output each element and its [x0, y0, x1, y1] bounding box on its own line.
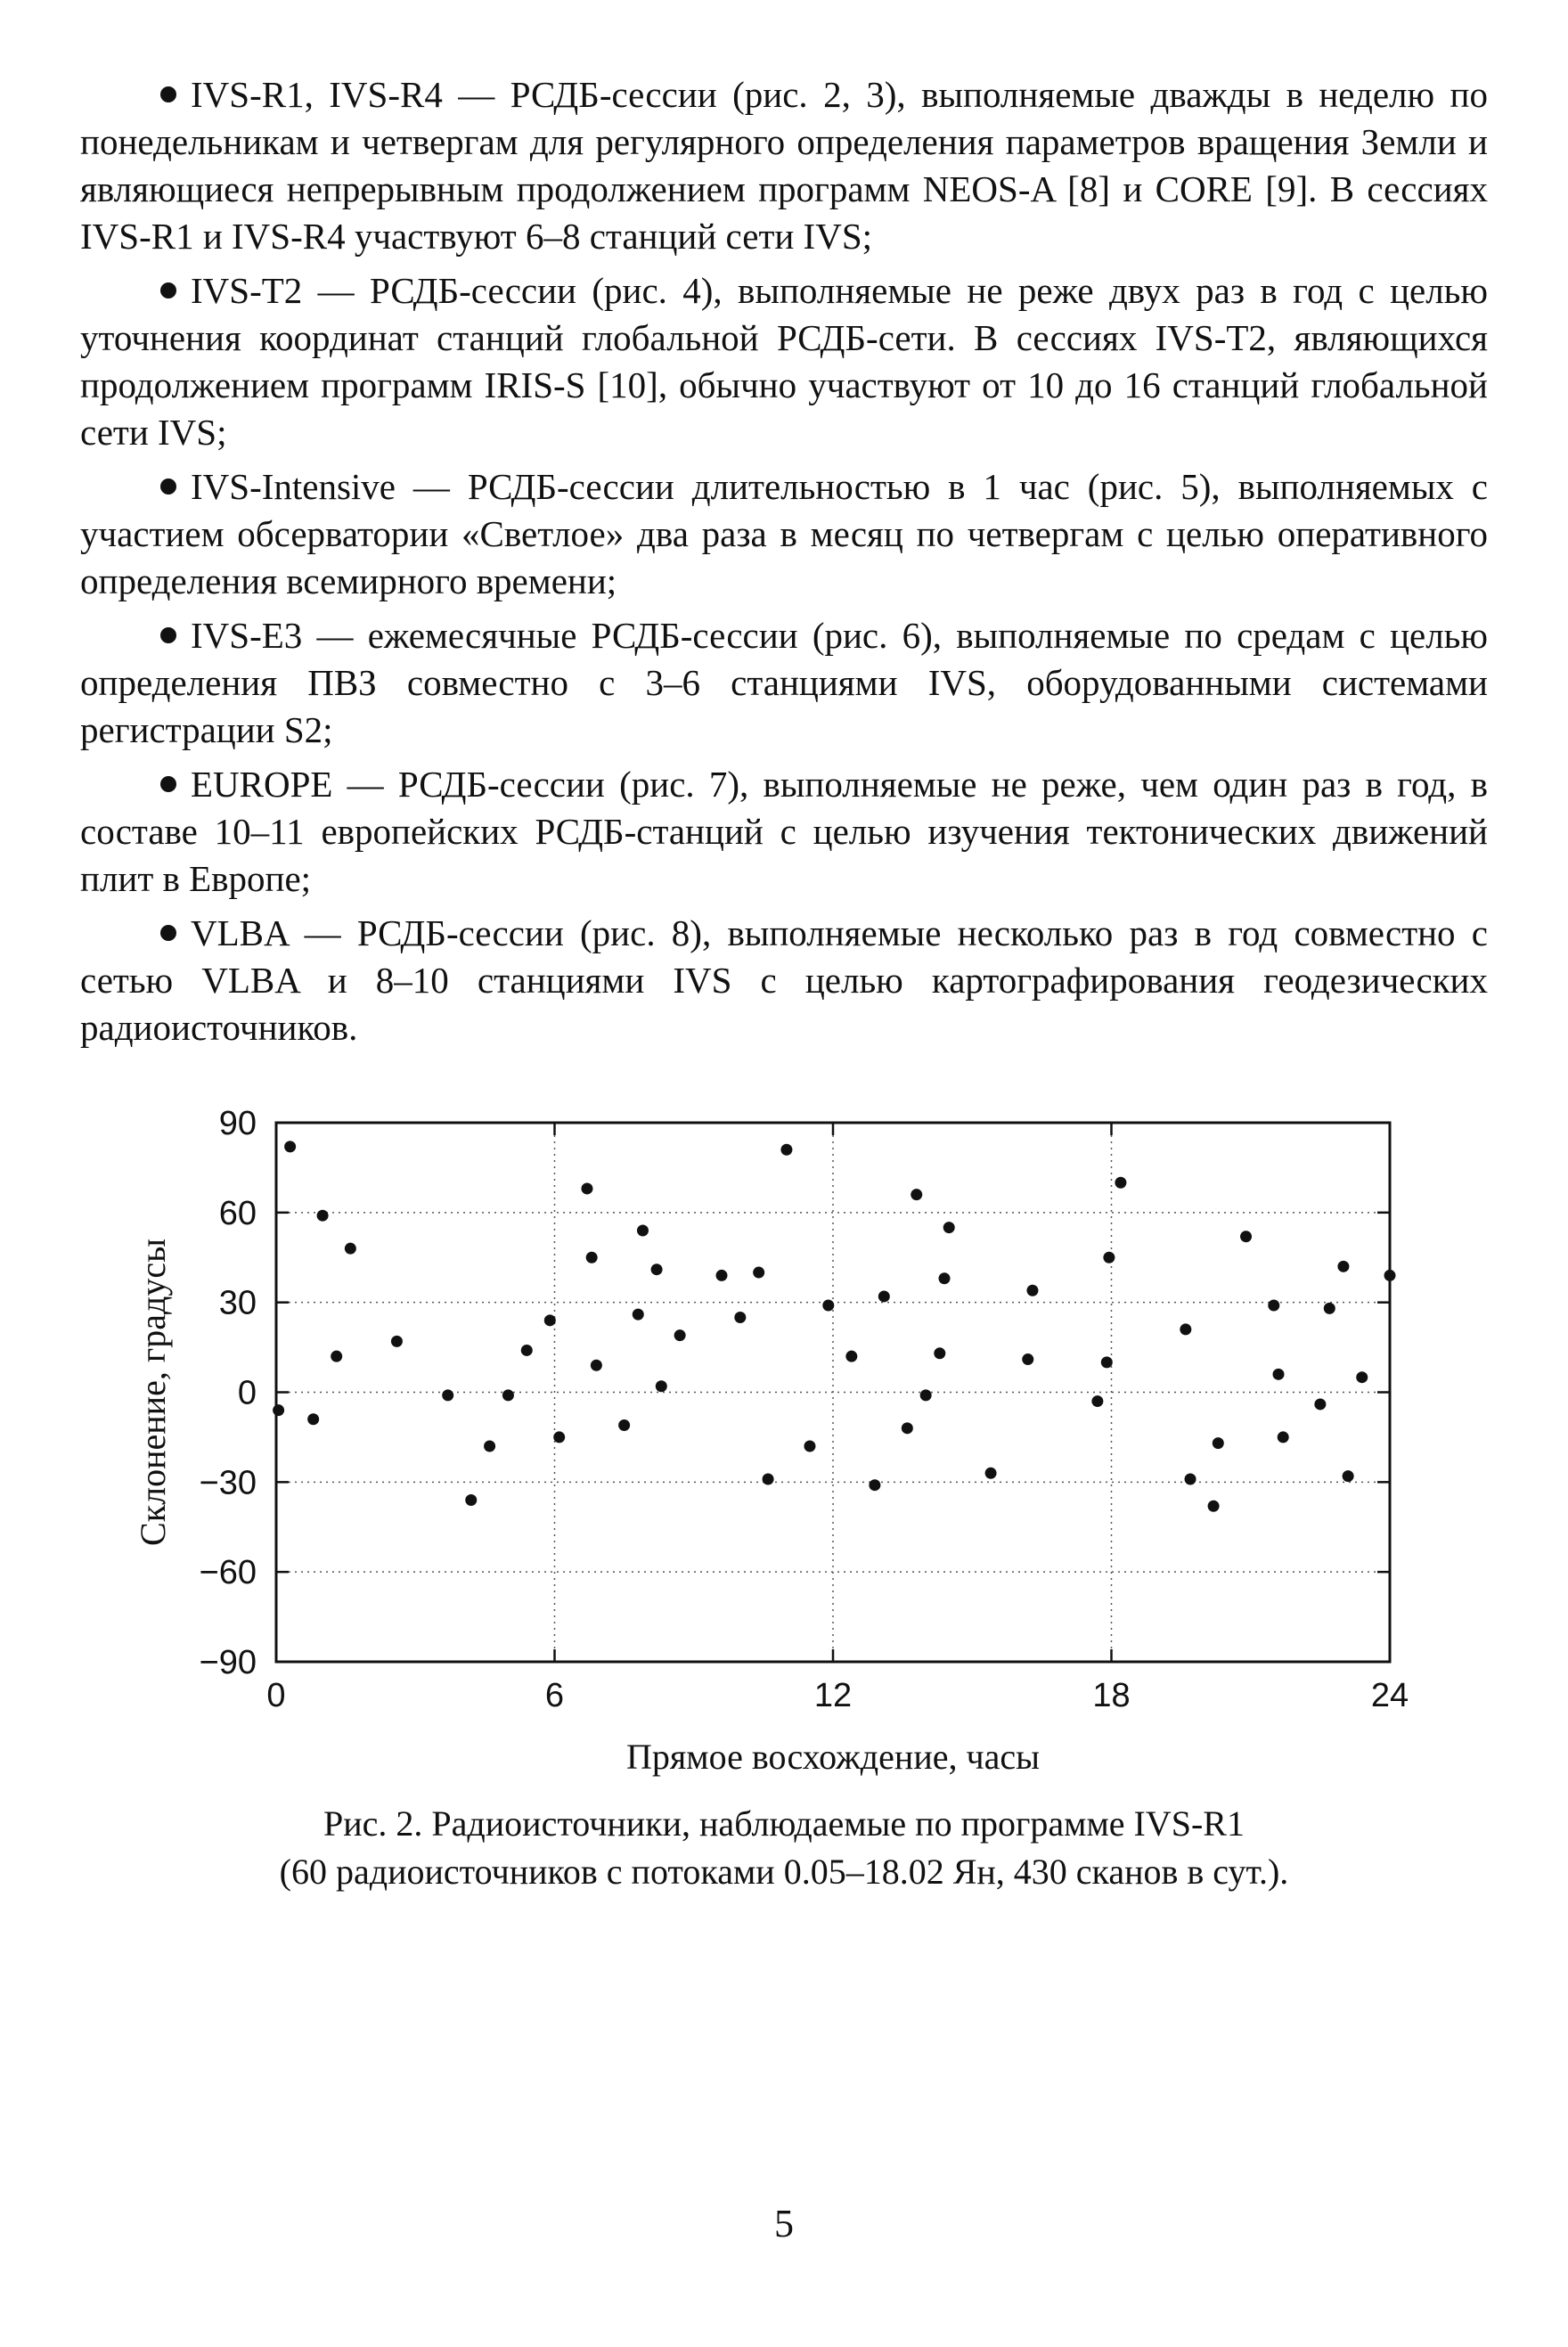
data-point [633, 1309, 644, 1321]
x-tick-label: 12 [813, 1677, 853, 1714]
data-point [780, 1144, 792, 1156]
data-point [1213, 1437, 1224, 1449]
data-point [307, 1413, 319, 1425]
data-point [804, 1441, 815, 1452]
data-point [716, 1270, 728, 1281]
data-point [1278, 1431, 1289, 1443]
y-tick-label: −90 [199, 1644, 257, 1681]
y-tick-label: −30 [199, 1464, 257, 1502]
y-tick-label: 60 [218, 1194, 257, 1232]
bullet-icon [160, 925, 176, 941]
data-points [273, 1141, 1395, 1511]
data-point [317, 1210, 329, 1222]
data-point [943, 1222, 955, 1233]
y-tick-label: −60 [199, 1554, 257, 1592]
data-point [1115, 1177, 1126, 1189]
data-point [753, 1267, 764, 1279]
list-item-text: IVS-E3 — ежемесячные РСДБ-сессии (рис. 6), выполняемые по средам с целью определения ПВЗ совместно с 3–6 станциями IVS, оборудованными системами регистрации S2; [80, 615, 1488, 750]
data-point [869, 1479, 880, 1491]
data-point [618, 1419, 630, 1431]
bullet-icon [160, 282, 176, 298]
data-point [1324, 1303, 1335, 1314]
data-point [521, 1345, 533, 1356]
data-point [1268, 1300, 1279, 1312]
list-item-text: VLBA — РСДБ-сессии (рис. 8), выполняемые несколько раз в год совместно с сетью VLBA и 8–10 станциями IVS с целью картографирования геодезических радиоисточников. [80, 912, 1488, 1048]
bullet-icon [160, 86, 176, 102]
data-point [1314, 1398, 1326, 1410]
y-tick-label: 30 [218, 1284, 257, 1322]
data-point [1022, 1353, 1033, 1365]
data-point [273, 1404, 284, 1416]
list-item [80, 463, 1488, 605]
data-point [331, 1351, 342, 1362]
data-point [845, 1351, 857, 1362]
list-item-text: IVS-Intensive — РСДБ-сессии длительностью в 1 час (рис. 5), выполняемых с участием обсерватории «Светлое» два раза в месяц по четвергам с целью оперативного определения всемирного времени; [80, 466, 1488, 601]
bullet-icon [160, 478, 176, 495]
x-tick-label: 18 [1092, 1677, 1131, 1714]
x-tick-label: 24 [1370, 1677, 1409, 1714]
data-point [656, 1380, 667, 1392]
data-point [586, 1252, 598, 1263]
x-tick-label: 6 [544, 1677, 565, 1714]
caption-line-1: Рис. 2. Радиоисточники, наблюдаемые по программе IVS-R1 [323, 1803, 1245, 1844]
data-point [674, 1329, 686, 1341]
axis-ticks [200, 1105, 1409, 1714]
data-point [911, 1189, 922, 1200]
list-item [80, 761, 1488, 903]
x-tick-label: 0 [266, 1677, 286, 1714]
bullet-icon [160, 776, 176, 792]
data-point [591, 1360, 602, 1371]
y-axis-label: Склонение, градусы [133, 1239, 173, 1546]
list-item-text: IVS-R1, IVS-R4 — РСДБ-сессии (рис. 2, 3), выполняемые дважды в неделю по понедельникам и четвергам для регулярного определения параметров вращения Земли и являющиеся непрерывным продолжением программ NEOS-A [8] и CORE [9]. В сессиях IVS-R1 и IVS-R4 участвуют 6–8 станций сети IVS; [80, 74, 1488, 257]
list-item-text: EUROPE — РСДБ-сессии (рис. 7), выполняемые не реже, чем один раз в год, в составе 10–11 европейских РСДБ-станций с целью изучения тектонических движений плит в Европе; [80, 764, 1488, 899]
data-point [878, 1290, 890, 1302]
data-point [284, 1141, 296, 1152]
data-point [1337, 1261, 1349, 1272]
data-point [902, 1422, 913, 1434]
bullet-list [80, 71, 1488, 1059]
data-point [651, 1263, 663, 1275]
data-point [734, 1312, 746, 1323]
y-tick-label: 90 [218, 1105, 257, 1142]
figure-caption [0, 1800, 1568, 1896]
bullet-icon [160, 627, 176, 643]
data-point [484, 1441, 495, 1452]
data-point [1240, 1231, 1252, 1242]
data-point [637, 1225, 649, 1237]
y-tick-label: 0 [237, 1374, 257, 1412]
data-point [1273, 1369, 1285, 1380]
data-point [581, 1182, 592, 1194]
data-point [345, 1243, 356, 1255]
data-point [822, 1300, 834, 1312]
data-point [1343, 1470, 1354, 1482]
data-point [1384, 1270, 1396, 1281]
data-point [920, 1389, 932, 1401]
data-point [1356, 1371, 1368, 1383]
scatter-chart [0, 1100, 1568, 1795]
data-point [544, 1314, 556, 1326]
list-item [80, 612, 1488, 754]
list-item [80, 267, 1488, 456]
data-point [502, 1389, 514, 1401]
data-point [1208, 1501, 1220, 1512]
data-point [1026, 1285, 1038, 1296]
data-point [465, 1494, 477, 1506]
data-point [985, 1468, 997, 1479]
data-point [939, 1272, 951, 1284]
data-point [1103, 1252, 1115, 1263]
data-point [442, 1389, 453, 1401]
data-point [934, 1347, 945, 1359]
data-point [763, 1473, 774, 1484]
data-point [1091, 1395, 1103, 1407]
list-item [80, 71, 1488, 260]
page-number: 5 [774, 2202, 794, 2245]
data-point [1101, 1356, 1113, 1368]
caption-line-2: (60 радиоисточников с потоками 0.05–18.02 Ян, 430 сканов в сут.). [279, 1852, 1289, 1892]
list-item [80, 910, 1488, 1051]
data-point [1180, 1323, 1191, 1335]
list-item-text: IVS-T2 — РСДБ-сессии (рис. 4), выполняемые не реже двух раз в год с целью уточнения координат станций глобальной РСДБ-сети. В сессиях IVS-T2, являющихся продолжением программ IRIS-S [10], обычно участвуют от 10 до 16 станций глобальной сети IVS; [80, 270, 1488, 453]
data-point [1185, 1473, 1196, 1484]
x-axis-label: Прямое восхождение, часы [626, 1737, 1040, 1777]
data-point [391, 1336, 403, 1347]
data-point [553, 1431, 565, 1443]
